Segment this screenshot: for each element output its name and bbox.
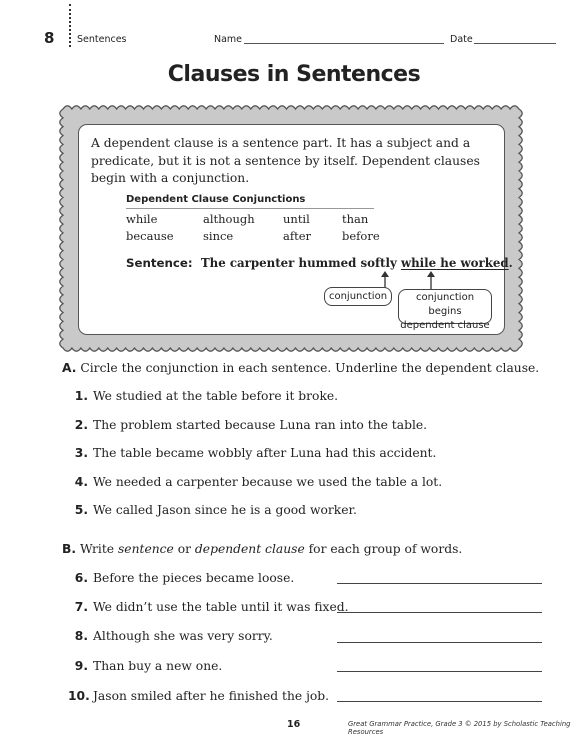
question-number: 3. xyxy=(74,446,88,460)
question-text: Jason smiled after he finished the job. xyxy=(93,689,330,703)
footer-copyright: Great Grammar Practice, Grade 3 © 2015 by Scholastic Teaching Resources xyxy=(348,720,571,736)
question-text: We needed a carpenter because we used the table a lot. xyxy=(93,475,443,489)
conjunction-word: after xyxy=(283,229,312,243)
question-text: Before the pieces became loose. xyxy=(93,571,295,585)
conjunctions-title: Dependent Clause Conjunctions xyxy=(126,194,306,205)
conjunction-word: although xyxy=(203,212,255,226)
part-b-text: or xyxy=(173,542,195,556)
question-7 xyxy=(68,600,349,614)
conjunction-word: than xyxy=(342,212,369,226)
question-4 xyxy=(68,475,442,489)
question-5 xyxy=(68,503,357,517)
question-3 xyxy=(68,446,436,460)
callout-line-1: conjunction begins xyxy=(415,292,475,317)
sentence-main: The carpenter hummed softly xyxy=(200,256,401,270)
answer-line-9[interactable] xyxy=(337,671,542,672)
sentence-clause: he worked xyxy=(436,256,509,270)
part-a-instruction xyxy=(62,361,539,375)
conjunction-word: until xyxy=(283,212,310,226)
conjunction-word: while xyxy=(126,212,158,226)
sentence-period: . xyxy=(508,256,513,270)
answer-line-10[interactable] xyxy=(337,701,542,702)
date-label: Date xyxy=(450,34,473,45)
question-9 xyxy=(68,659,222,673)
answer-line-8[interactable] xyxy=(337,642,542,643)
question-text: We didn’t use the table until it was fixed. xyxy=(93,600,349,614)
question-number: 1. xyxy=(74,389,88,403)
question-number: 6. xyxy=(74,571,88,585)
question-8 xyxy=(68,629,273,643)
question-number: 4. xyxy=(74,475,88,489)
callout-conjunction: conjunction xyxy=(324,287,392,306)
question-text: Than buy a new one. xyxy=(93,659,223,673)
footer-page-number: 16 xyxy=(287,719,301,730)
part-a-letter: A. xyxy=(62,361,77,375)
question-text: The problem started because Luna ran into the table. xyxy=(93,418,428,432)
answer-line-6[interactable] xyxy=(337,583,542,584)
question-10 xyxy=(68,689,329,703)
part-b-instruction xyxy=(62,542,462,556)
question-1 xyxy=(68,389,338,403)
part-b-letter: B. xyxy=(62,542,77,556)
callout-line-2: dependent clause xyxy=(400,320,490,331)
section-label: Sentences xyxy=(77,34,127,45)
part-b-text: for each group of words. xyxy=(304,542,463,556)
conjunction-word: since xyxy=(203,229,234,243)
question-number: 5. xyxy=(74,503,88,517)
question-2 xyxy=(68,418,427,432)
question-6 xyxy=(68,571,294,585)
part-b-text: Write xyxy=(79,542,118,556)
sentence-label: Sentence: xyxy=(126,256,193,270)
part-a-text: Circle the conjunction in each sentence. Underline the dependent clause. xyxy=(80,361,540,375)
conjunction-word: before xyxy=(342,229,380,243)
sentence-conjunction: while xyxy=(400,256,437,270)
question-text: Although she was very sorry. xyxy=(93,629,273,643)
intro-text: A dependent clause is a sentence part. It has a subject and a predicate, but it is not a sentence by itself. Dependent clauses begin with a conjunction. xyxy=(91,136,480,185)
question-number: 10. xyxy=(68,689,90,703)
question-text: We called Jason since he is a good worker. xyxy=(93,503,357,517)
question-number: 8. xyxy=(74,629,88,643)
part-b-emphasis: dependent clause xyxy=(194,542,305,556)
callout-dependent-clause xyxy=(398,289,492,331)
conjunction-word: because xyxy=(126,229,174,243)
answer-line-7[interactable] xyxy=(337,612,542,613)
part-b-emphasis: sentence xyxy=(118,542,174,556)
question-number: 7. xyxy=(74,600,88,614)
page-title: Clauses in Sentences xyxy=(167,62,421,87)
name-label: Name xyxy=(214,34,243,45)
question-number: 2. xyxy=(74,418,88,432)
page-number: 8 xyxy=(44,29,55,47)
question-number: 9. xyxy=(74,659,88,673)
question-text: We studied at the table before it broke. xyxy=(93,389,339,403)
question-text: The table became wobbly after Luna had this accident. xyxy=(93,446,437,460)
